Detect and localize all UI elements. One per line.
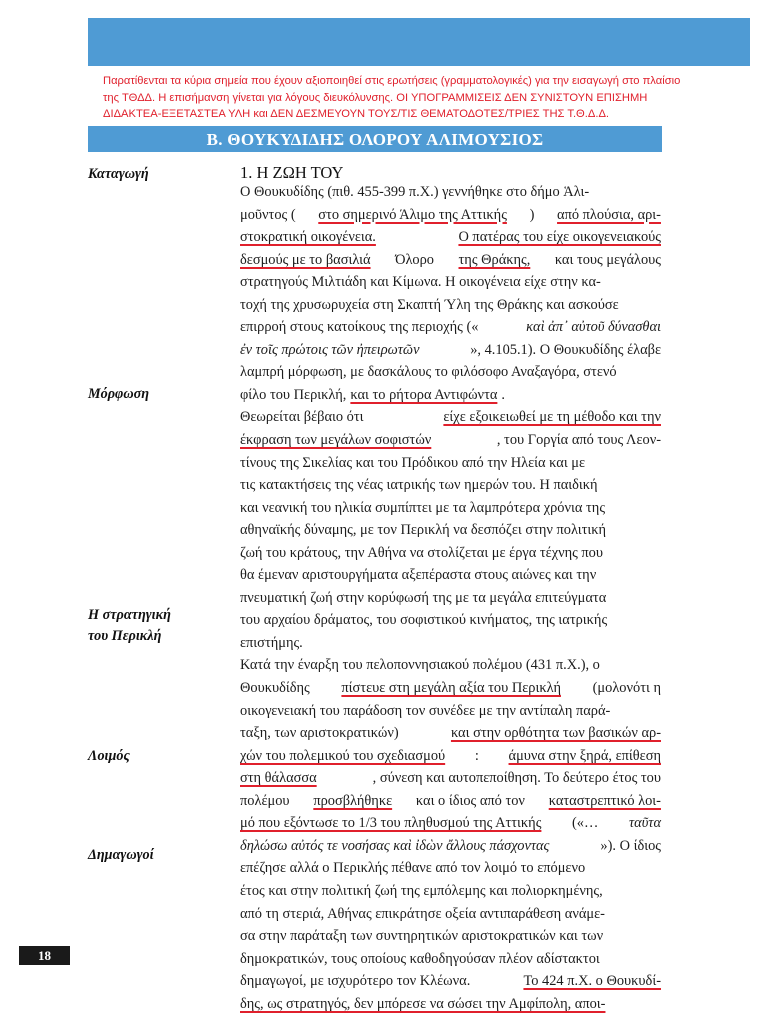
notice-line: ΔΙΔΑΚΤΕΑ-ΕΞΕΤΑΣΤΕΑ ΥΛΗ και ΔΕΝ ΔΕΣΜΕΥΟΥΝ ΤΟΥΣ/ΤΙΣ ΘΕΜΑΤΟΔΟΤΕΣ/ΤΡΙΕΣ ΤΗΣ Τ.Θ.Δ.Δ. (103, 108, 610, 120)
section-heading: 1. Η ΖΩΗ ΤΟΥ (240, 163, 344, 182)
margin-label-education: Μόρφωση (88, 386, 150, 402)
text-line: ἐν τοῖς πρώτοις τῶν ἠπειρωτῶν », 4.105.1). Ο Θουκυδίδης έλαβε (240, 341, 661, 358)
text-line: δεσμούς με το βασιλιά Όλορο της Θράκης, και τους μεγάλους (240, 251, 661, 268)
text-line: έτος και στην πολιτική ζωή της εμπόλεμης και πολιορκημένης, (240, 882, 603, 899)
text-line: στρατηγούς Μιλτιάδη και Κίμωνα. Η οικογένεια είχε στην κα- (240, 274, 601, 291)
text-line: Ο Θουκυδίδης (πιθ. 455-399 π.Χ.) γεννήθηκε στο δήμο Ἁλι- (240, 184, 590, 200)
text-line: πολέμου προσβλήθηκε και ο ίδιος από τον καταστρεπτικό λοι- (240, 792, 661, 809)
text-line: ζωή του κράτους, την Αθήνα να στολίζεται με έργα τέχνης που (240, 544, 604, 561)
notice-text (103, 73, 743, 123)
text-line: τίνους της Σικελίας και του Πρόδικου από την Ηλεία και με (240, 454, 586, 471)
text-line: επιστήμης. (240, 634, 303, 651)
text-line: λαμπρή μόρφωση, με δασκάλους το φιλόσοφο Αναξαγόρα, στενό (240, 364, 617, 381)
body-text (240, 181, 661, 1015)
text-line: δημαγωγοί, με ισχυρότερο τον Κλέωνα. Το 424 π.Χ. ο Θουκυδί- (240, 973, 661, 990)
text-line: επιρροή στους κατοίκους της περιοχής (« καὶ ἀπ᾽ αὐτοῦ δύνασθαι (240, 319, 661, 336)
text-line: Θεωρείται βέβαιο ότι είχε εξοικειωθεί με τη μέθοδο και την (240, 409, 661, 426)
page-number: 18 (19, 946, 70, 965)
text-line: φίλο του Περικλή, και το ρήτορα Αντιφώντα . (240, 386, 505, 403)
text-line: ταξη, των αριστοκρατικών) και στην ορθότητα των βασικών αρ- (240, 725, 661, 742)
margin-label-plague: Λοιμός (88, 748, 130, 764)
margin-label-strategy: Η στρατηγική (88, 607, 171, 623)
text-line: δηλώσω αὐτός τε νοσήσας καὶ ἰδὼν ἄλλους πάσχοντας »). Ο ίδιος (240, 837, 661, 854)
header-band (88, 18, 750, 66)
text-line: πνευματική ζωή στην κορύφωσή της με τα μεγάλα επιτεύγματα (240, 589, 607, 606)
margin-label-strategy-cont: του Περικλή (88, 628, 162, 644)
text-line: τοχή της χρυσωρυχεία στη Σκαπτή Ύλη της Θράκης και ασκούσε (240, 296, 619, 313)
text-line: στοκρατική οικογένεια. Ο πατέρας του είχε οικογενειακούς (240, 229, 661, 246)
text-line: τις κατακτήσεις της νέας ιατρικής των ημερών του. Η παιδική (240, 477, 598, 494)
text-line: επέζησε αλλά ο Περικλής πέθανε από τον λοιμό το επόμενο (240, 860, 586, 877)
text-line: αθηναϊκής δύναμης, με τον Περικλή να δεσπόζει στην πολιτική (240, 522, 607, 539)
text-line: στη θάλασσα , σύνεση και αυτοπεποίθηση. Το δεύτερο έτος του (240, 770, 661, 787)
text-line: μοῦντος ( στο σημερινό Άλιμο της Αττικής ) από πλούσια, αρι- (240, 206, 661, 223)
margin-label-origin: Καταγωγή (88, 166, 149, 182)
text-line: δης, ως στρατηγός, δεν μπόρεσε να σώσει την Αμφίπολη, αποι- (240, 995, 606, 1012)
text-line: δημοκρατικών, τους οποίους καθοδηγούσαν πλέον αδίστακτοι (240, 950, 600, 967)
margin-label-demagogues: Δημαγωγοί (88, 847, 154, 863)
text-line: Κατά την έναρξη του πελοποννησιακού πολέμου (431 π.Χ.), ο (240, 657, 600, 674)
text-line: του αρχαίου δράματος, του σοφιστικού κινήματος, της ιατρικής (240, 612, 608, 629)
text-line: θα έμεναν αριστουργήματα αξεπέραστα στους αιώνες και την (240, 567, 597, 584)
notice-line: Παρατίθενται τα κύρια σημεία που έχουν αξιοποιηθεί στις ερωτήσεις (γραμματολογικές) για την εισαγωγή στο πλαίσιο (103, 75, 681, 87)
text-line: σα στην παράταξη των συντηρητικών αριστοκρατικών και των (240, 928, 604, 945)
text-line: χών του πολεμικού του σχεδιασμού : άμυνα στην ξηρά, επίθεση (240, 747, 661, 764)
text-line: μό που εξόντωσε το 1/3 του πληθυσμού της Αττικής («… ταῦτα (240, 815, 661, 832)
text-line: έκφραση των μεγάλων σοφιστών , του Γοργία από τους Λεον- (240, 432, 661, 449)
text-line: από τη στεριά, Αθήνας επικράτησε οξεία αντιπαράθεση ανάμε- (240, 905, 605, 922)
notice-line: της ΤΘΔΔ. Η επισήμανση γίνεται για λόγους διευκόλυνσης. ΟΙ ΥΠΟΓΡΑΜΜΙΣΕΙΣ ΔΕΝ ΣΥΝΙΣΤΟΥΝ ΕΠΙΣΗΜΗ (103, 91, 648, 104)
text-line: Θουκυδίδης πίστευε στη μεγάλη αξία του Περικλή (μολονότι η (240, 680, 661, 697)
text-line: και νεανική του ηλικία συμπίπτει με τα λαμπρότερα χρόνια της (240, 499, 606, 516)
text-line: οικογενειακή του παράδοση τον συνέδεε με την αντίπαλη παρά- (240, 702, 611, 719)
section-title: Β. ΘΟΥΚΥΔΙΔΗΣ ΟΛΟΡΟΥ ΑΛΙΜΟΥΣΙΟΣ (88, 126, 662, 152)
